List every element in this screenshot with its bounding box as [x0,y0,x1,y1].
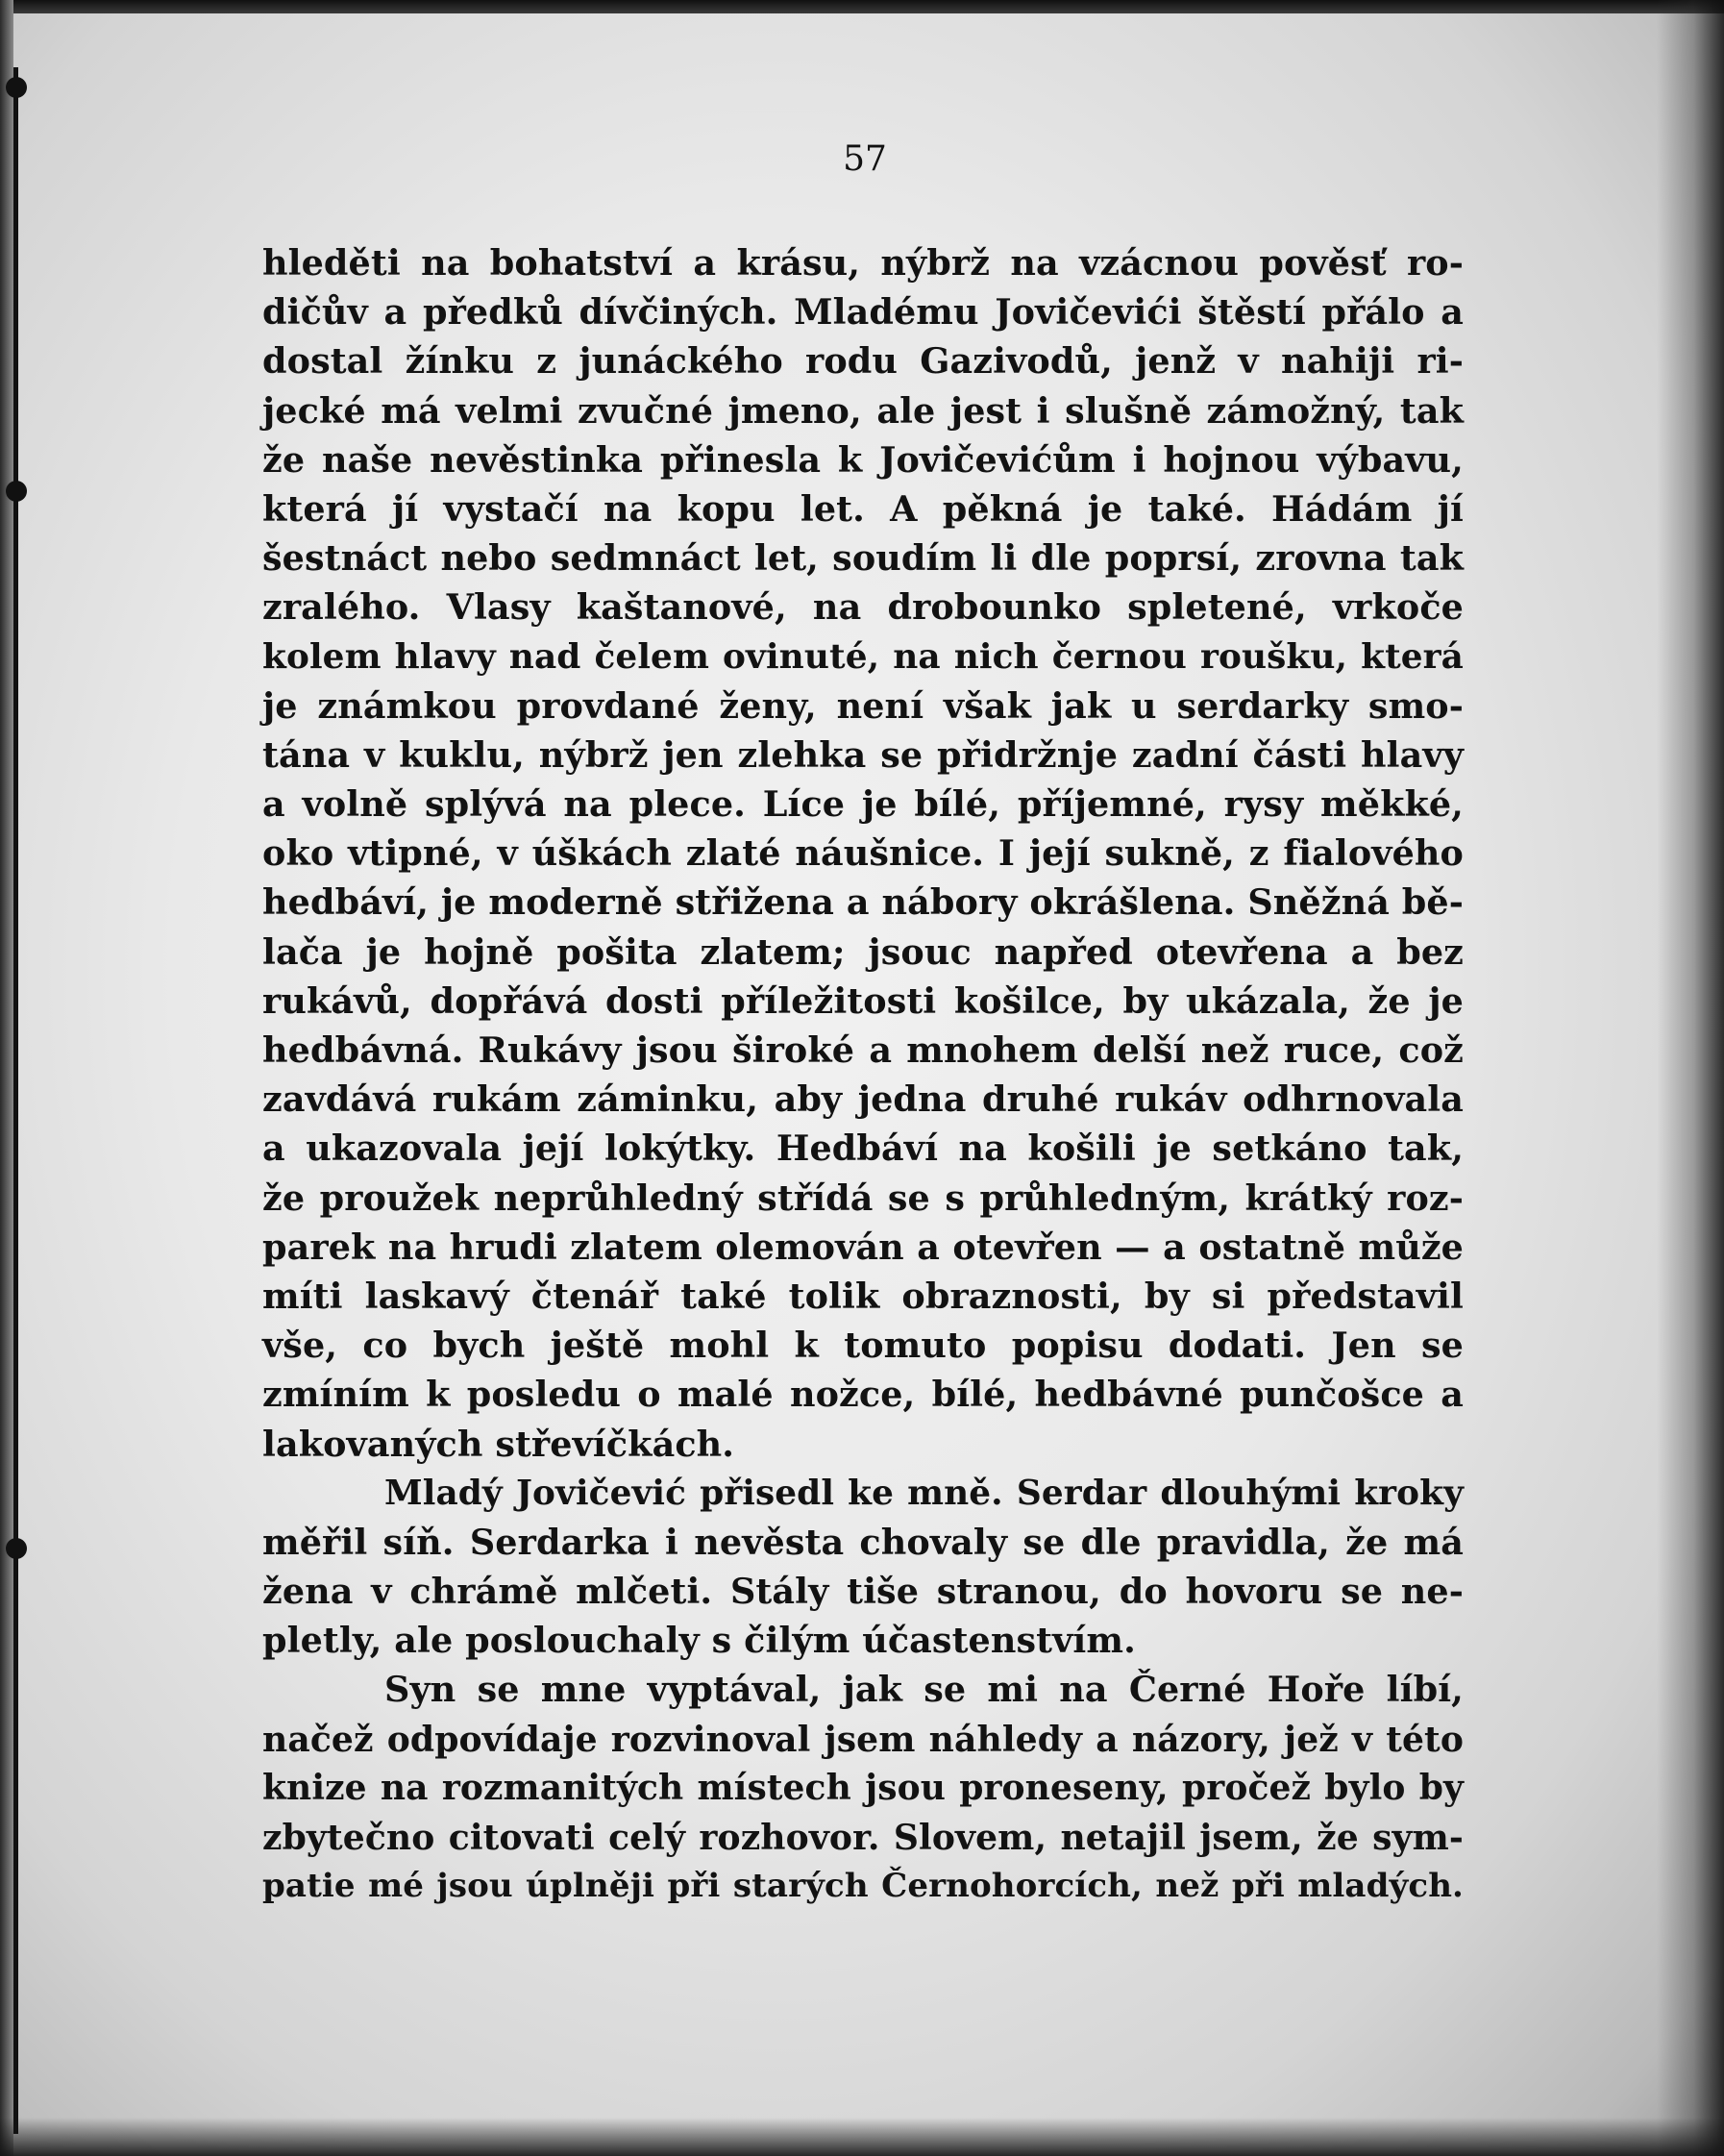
text-line: že proužek neprůhledný střídá se s průhledným, krátký roz- [262,1177,1464,1219]
text-line: kolem hlavy nad čelem ovinuté, na nich černou roušku, která [262,635,1464,677]
text-line: parek na hrudi zlatem olemován a otevřen — a ostatně může [262,1226,1464,1268]
text-line: hedbáví, je moderně střižena a nábory okrášlena. Sněžná bě- [262,881,1464,924]
text-line: Syn se mne vyptával, jak se mi na Černé Hoře líbí, [384,1669,1464,1711]
text-line: rukávů, dopřává dosti příležitosti košilce, by ukázala, že je [262,979,1464,1022]
text-line: pletly, ale poslouchaly s čilým účastenstvím. [262,1620,1136,1662]
page-top-edge [0,0,1724,13]
page-bottom-shadow [0,2118,1724,2156]
text-line: oko vtipné, v úškách zlaté náušnice. I její sukně, z fialového [262,832,1464,875]
page-right-shadow [1657,0,1724,2156]
text-line: zavdává rukám záminku, aby jedna druhé rukáv odhrnovala [262,1078,1464,1121]
text-line: která jí vystačí na kopu let. A pěkná je také. Hádám jí [262,487,1464,530]
text-line: zbytečno citovati celý rozhovor. Slovem, netajil jsem, že sym- [262,1817,1464,1858]
binding-stitch [6,1538,27,1559]
text-line: šestnáct nebo sedmnáct let, soudím li dle poprsí, zrovna tak [262,537,1464,580]
text-line: vše, co bych ještě mohl k tomuto popisu dodati. Jen se [262,1325,1464,1367]
text-line: lača je hojně pošita zlatem; jsouc napřed otevřena a bez [262,930,1464,973]
text-line: měřil síň. Serdarka i nevěsta chovaly se dle pravidla, že má [262,1521,1464,1563]
text-line: knize na rozmanitých místech jsou proneseny, pročež bylo by [262,1767,1464,1808]
text-line: zmíním k posledu o malé nožce, bílé, hedbávné punčošce a [262,1374,1464,1416]
binding-stitch [6,481,27,502]
text-line: lakovaných střevíčkách. [262,1423,735,1465]
text-line: a ukazovala její lokýtky. Hedbáví na košili je setkáno tak, [262,1128,1464,1170]
text-line: dostal žínku z junáckého rodu Gazivodů, jenž v nahiji ri- [262,340,1464,383]
binding-thread [13,67,18,2134]
binding-stitch [6,77,27,98]
text-line: Mladý Jovičević přisedl ke mně. Serdar dlouhými kroky [384,1472,1464,1513]
text-line: že naše nevěstinka přinesla k Jovičevićům i hojnou výbavu, [262,438,1464,481]
text-line: žena v chrámě mlčeti. Stály tiše stranou, do hovoru se ne- [262,1571,1464,1613]
text-line: hleděti na bohatství a krásu, nýbrž na vzácnou pověsť ro- [262,242,1464,284]
page-number: 57 [843,139,887,179]
text-line: je známkou provdané ženy, není však jak u serdarky smo- [262,684,1464,727]
binding-edge [0,0,13,2156]
body-text [262,238,1464,1911]
text-line: a volně splývá na plece. Líce je bílé, příjemné, rysy měkké, [262,783,1464,826]
text-line: tána v kuklu, nýbrž jen zlehka se přidržnje zadní části hlavy [262,733,1464,776]
text-line: jecké má velmi zvučné jmeno, ale jest i slušně zámožný, tak [262,389,1464,432]
text-line: zralého. Vlasy kaštanové, na drobounko spletené, vrkoče [262,586,1464,629]
text-line: patie mé jsou úplněji při starých Černohorcích, než při mladých. [262,1867,1464,1906]
text-line: dičův a předků dívčiných. Mladému Jovičevići štěstí přálo a [262,291,1464,334]
text-line: načež odpovídaje rozvinoval jsem náhledy a názory, jež v této [262,1718,1464,1760]
text-line: míti laskavý čtenář také tolik obraznosti, by si představil [262,1275,1464,1317]
text-line: hedbávná. Rukávy jsou široké a mnohem delší než ruce, což [262,1029,1464,1071]
